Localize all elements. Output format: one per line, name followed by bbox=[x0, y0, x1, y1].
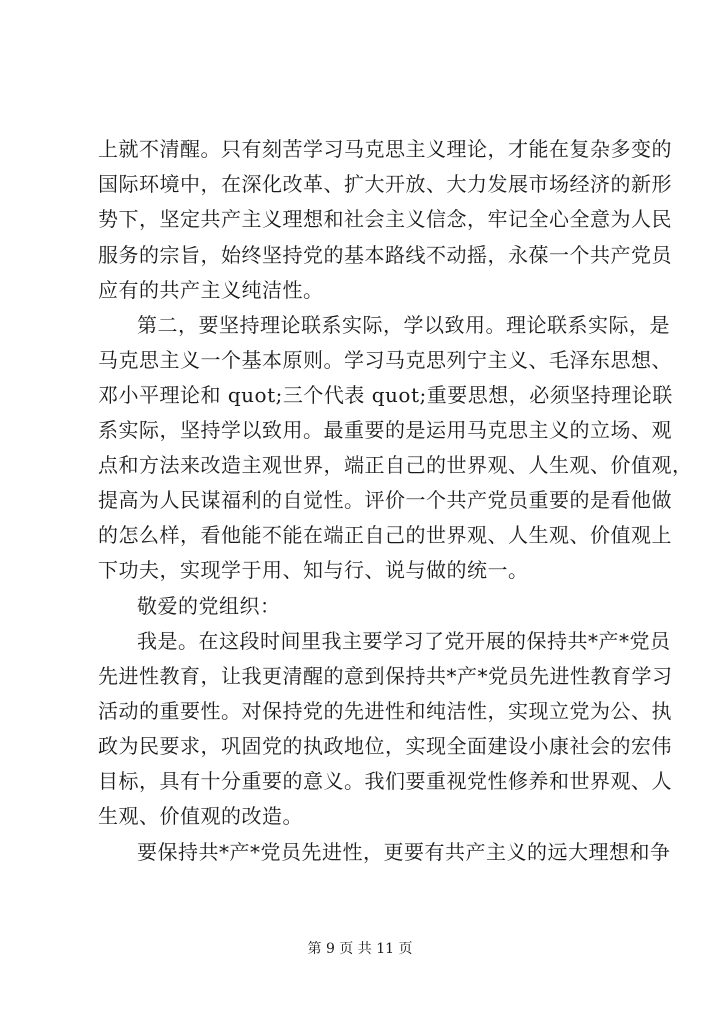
text-line: 马克思主义一个基本原则。学习马克思列宁主义、毛泽东思想、 bbox=[98, 348, 672, 372]
text-line: 下功夫，实现学于用、知与行、说与做的统一。 bbox=[98, 558, 529, 582]
text-line: 第二，要坚持理论联系实际，学以致用。理论联系实际，是 bbox=[137, 313, 670, 337]
text-line: 敬爱的党组织： bbox=[137, 594, 281, 618]
text-line: 生观、价值观的改造。 bbox=[98, 804, 303, 828]
text-line: 要保持共*产*党员先进性，更要有共产主义的远大理想和争 bbox=[137, 840, 671, 864]
text-line: 系实际，坚持学以致用。最重要的是运用马克思主义的立场、观 bbox=[98, 418, 672, 442]
text-line: 上就不清醒。只有刻苦学习马克思主义理论，才能在复杂多变的 bbox=[98, 137, 672, 161]
text-line: 国际环境中，在深化改革、扩大开放、大力发展市场经济的新形 bbox=[98, 172, 672, 196]
text-line: 我是。在这段时间里我主要学习了党开展的保持共*产*党员 bbox=[137, 629, 671, 653]
text-line: 政为民要求，巩固党的执政地位，实现全面建设小康社会的宏伟 bbox=[98, 734, 672, 758]
text-line: 点和方法来改造主观世界，端正自己的世界观、人生观、价值观， bbox=[98, 453, 693, 477]
text-line: 提高为人民谋福利的自觉性。评价一个共产党员重要的是看他做 bbox=[98, 488, 672, 512]
text-line: 先进性教育，让我更清醒的意到保持共*产*党员先进性教育学习 bbox=[98, 664, 673, 688]
text-line: 服务的宗旨，始终坚持党的基本路线不动摇，永葆一个共产党员 bbox=[98, 243, 672, 267]
page-number-footer: 第 9 页 共 11 页 bbox=[307, 941, 413, 957]
text-line: 活动的重要性。对保持党的先进性和纯洁性，实现立党为公、执 bbox=[98, 699, 672, 723]
text-line: 应有的共产主义纯洁性。 bbox=[98, 278, 324, 302]
text-line: 势下，坚定共产主义理想和社会主义信念，牢记全心全意为人民 bbox=[98, 207, 672, 231]
text-line: 邓小平理论和 quot;三个代表 quot;重要思想，必须坚持理论联 bbox=[98, 383, 673, 407]
text-line: 的怎么样，看他能不能在端正自己的世界观、人生观、价值观上 bbox=[98, 523, 672, 547]
text-line: 目标，具有十分重要的意义。我们要重视党性修养和世界观、人 bbox=[98, 769, 672, 793]
